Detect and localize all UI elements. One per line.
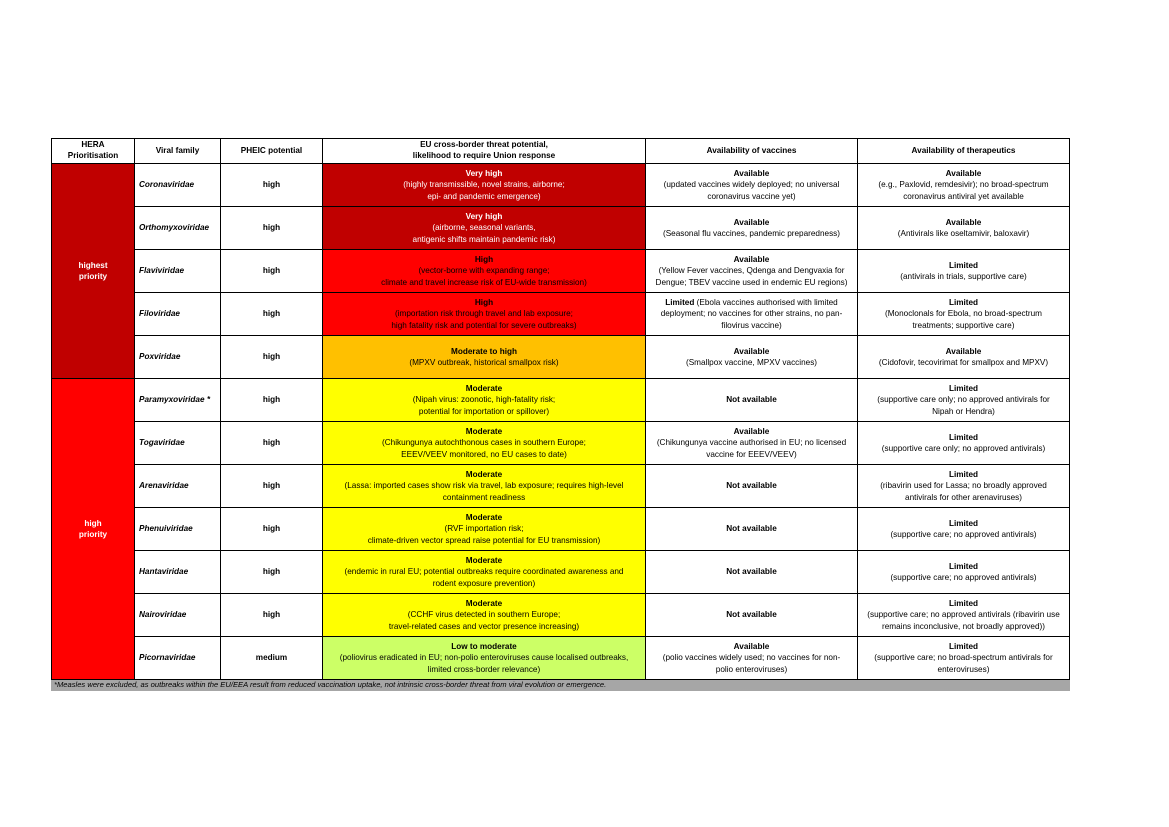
therapeutics-detail: (Monoclonals for Ebola, no broad-spectrum treatments; supportive care) — [884, 309, 1042, 330]
therapeutics-cell — [858, 250, 1070, 293]
therapeutics-detail: (ribavirin used for Lassa; no broadly approved antivirals for other arenaviruses) — [880, 481, 1047, 502]
viral-family: Poxviridae — [135, 336, 221, 379]
vaccine-status: Available — [733, 169, 770, 179]
threat-detail: (highly transmissible, novel strains, airborne; epi- and pandemic emergence) — [403, 180, 565, 201]
threat-detail: (endemic in rural EU; potential outbreaks require coordinated awareness and rodent exposure prevention) — [344, 567, 624, 588]
threat-cell — [323, 207, 646, 250]
pheic-potential: high — [221, 551, 323, 594]
therapeutics-cell — [858, 508, 1070, 551]
vaccine-status: Not available — [726, 567, 777, 577]
threat-detail: (airborne, seasonal variants, antigenic shifts maintain pandemic risk) — [412, 223, 556, 244]
therapeutics-detail: (supportive care; no approved antivirals) — [890, 530, 1037, 539]
therapeutics-cell — [858, 336, 1070, 379]
therapeutics-detail: (supportive care only; no approved antivirals) — [881, 444, 1046, 453]
therapeutics-detail: (Cidofovir, tecovirimat for smallpox and MPXV) — [878, 358, 1049, 367]
vaccine-status: Not available — [726, 481, 777, 491]
threat-level: Moderate — [465, 470, 503, 480]
header-family: Viral family — [135, 139, 221, 164]
therapeutics-detail: (Antivirals like oseltamivir, baloxavir) — [897, 229, 1030, 238]
vaccine-cell — [646, 293, 858, 336]
viral-family: Togaviridae — [135, 422, 221, 465]
threat-level: High — [474, 255, 494, 265]
threat-detail: (Chikungunya autochthonous cases in southern Europe; EEEV/VEEV monitored, no EU cases to date) — [382, 438, 586, 459]
therapeutics-status: Limited — [948, 384, 979, 394]
table-row — [52, 422, 1070, 465]
vaccine-cell — [646, 379, 858, 422]
pheic-potential: high — [221, 207, 323, 250]
threat-detail: (Nipah virus: zoonotic, high-fatality risk; potential for importation or spillover) — [412, 395, 556, 416]
therapeutics-status: Limited — [948, 298, 979, 308]
vaccine-detail: (Chikungunya vaccine authorised in EU; no licensed vaccine for EEEV/VEEV) — [656, 438, 847, 459]
threat-detail: (importation risk through travel and lab exposure; high fatality risk and potential for severe outbreaks) — [391, 309, 577, 330]
table-row — [52, 508, 1070, 551]
pheic-potential: high — [221, 379, 323, 422]
table-row — [52, 250, 1070, 293]
table-row — [52, 164, 1070, 207]
therapeutics-status: Limited — [948, 642, 979, 652]
header-row — [52, 139, 1070, 164]
threat-level: High — [474, 298, 494, 308]
viral-family: Picornaviridae — [135, 637, 221, 680]
threat-cell — [323, 637, 646, 680]
threat-cell — [323, 594, 646, 637]
threat-level: Very high — [465, 212, 503, 222]
therapeutics-cell — [858, 594, 1070, 637]
therapeutics-detail: (supportive care only; no approved antivirals for Nipah or Hendra) — [877, 395, 1050, 416]
therapeutics-cell — [858, 293, 1070, 336]
therapeutics-cell — [858, 164, 1070, 207]
table-row — [52, 379, 1070, 422]
vaccine-detail: (updated vaccines widely deployed; no universal coronavirus vaccine yet) — [663, 180, 840, 201]
header-hera: HERA Prioritisation — [52, 139, 135, 164]
vaccine-cell — [646, 465, 858, 508]
threat-detail: (RVF importation risk; climate-driven vector spread raise potential for EU transmission) — [367, 524, 601, 545]
therapeutics-detail: (supportive care; no approved antivirals) — [890, 573, 1037, 582]
pheic-potential: high — [221, 164, 323, 207]
priority-high: high priority — [52, 379, 135, 680]
header-therapeutics: Availability of therapeutics — [858, 139, 1070, 164]
therapeutics-status: Limited — [948, 432, 979, 442]
therapeutics-status: Available — [945, 169, 982, 179]
vaccine-status: Not available — [726, 395, 777, 405]
therapeutics-status: Limited — [948, 599, 979, 609]
vaccine-status: Not available — [726, 524, 777, 534]
vaccine-cell — [646, 336, 858, 379]
vaccine-cell — [646, 422, 858, 465]
therapeutics-status: Available — [945, 346, 982, 356]
threat-cell — [323, 551, 646, 594]
threat-detail: (poliovirus eradicated in EU; non-polio enteroviruses cause localised outbreaks, limited cross-border relevance) — [339, 653, 629, 674]
viral-family: Paramyxoviridae * — [135, 379, 221, 422]
vaccine-detail: (Seasonal flu vaccines, pandemic preparedness) — [662, 229, 841, 238]
viral-family: Coronaviridae — [135, 164, 221, 207]
threat-detail: (vector-borne with expanding range; climate and travel increase risk of EU-wide transmission) — [381, 266, 587, 287]
viral-family: Hantaviridae — [135, 551, 221, 594]
therapeutics-cell — [858, 465, 1070, 508]
vaccine-status: Available — [733, 346, 770, 356]
therapeutics-detail: (supportive care; no broad-spectrum antivirals for enteroviruses) — [874, 653, 1053, 674]
therapeutics-cell — [858, 551, 1070, 594]
therapeutics-detail: (e.g., Paxlovid, remdesivir); no broad-spectrum coronavirus antiviral yet available — [878, 180, 1049, 201]
vaccine-cell — [646, 594, 858, 637]
threat-level: Moderate — [465, 384, 503, 394]
vaccine-detail: (Ebola vaccines authorised with limited deployment; no vaccines for other strains, no pan- filovirus vaccine) — [660, 298, 843, 330]
vaccine-status: Available — [733, 255, 770, 265]
table-row — [52, 207, 1070, 250]
threat-level: Moderate — [465, 427, 503, 437]
vaccine-cell — [646, 207, 858, 250]
pheic-potential: high — [221, 508, 323, 551]
threat-level: Moderate — [465, 599, 503, 609]
priority-highest: highest priority — [52, 164, 135, 379]
vaccine-cell — [646, 250, 858, 293]
therapeutics-detail: (antivirals in trials, supportive care) — [900, 272, 1027, 281]
vaccine-cell — [646, 508, 858, 551]
threat-cell — [323, 422, 646, 465]
vaccine-cell — [646, 164, 858, 207]
therapeutics-cell — [858, 637, 1070, 680]
header-threat: EU cross-border threat potential, likelihood to require Union response — [323, 139, 646, 164]
therapeutics-cell — [858, 422, 1070, 465]
threat-detail: (MPXV outbreak, historical smallpox risk) — [409, 358, 559, 367]
viral-family: Phenuiviridae — [135, 508, 221, 551]
pheic-potential: high — [221, 594, 323, 637]
pheic-potential: high — [221, 465, 323, 508]
threat-cell — [323, 336, 646, 379]
pheic-potential: high — [221, 422, 323, 465]
therapeutics-detail: (supportive care; no approved antivirals (ribavirin use remains inconclusive, not broadly approved)) — [867, 610, 1060, 631]
viral-family: Orthomyxoviridae — [135, 207, 221, 250]
header-pheic: PHEIC potential — [221, 139, 323, 164]
threat-level: Moderate — [465, 513, 503, 523]
table-row — [52, 594, 1070, 637]
vaccine-cell — [646, 551, 858, 594]
vaccine-status: Available — [733, 427, 770, 437]
threat-level: Moderate — [465, 556, 503, 566]
threat-cell — [323, 164, 646, 207]
table-row — [52, 637, 1070, 680]
viral-family: Nairoviridae — [135, 594, 221, 637]
vaccine-detail: (Yellow Fever vaccines, Qdenga and Dengvaxia for Dengue; TBEV vaccine used in endemic EU regions) — [655, 266, 848, 287]
therapeutics-status: Limited — [948, 561, 979, 571]
threat-level: Low to moderate — [451, 642, 517, 652]
vaccine-detail: (Smallpox vaccine, MPXV vaccines) — [685, 358, 818, 367]
therapeutics-status: Available — [945, 217, 982, 227]
therapeutics-status: Limited — [948, 518, 979, 528]
threat-cell — [323, 465, 646, 508]
footnote: *Measles were excluded, as outbreaks within the EU/EEA result from reduced vaccination uptake, not intrinsic cross-border threat from viral evolution or emergence. — [52, 680, 1070, 691]
vaccine-status: Available — [733, 217, 770, 227]
table-row — [52, 465, 1070, 508]
threat-level: Very high — [465, 169, 503, 179]
viral-family: Filoviridae — [135, 293, 221, 336]
table-row — [52, 293, 1070, 336]
hera-prioritisation-table — [51, 138, 1070, 691]
threat-detail: (CCHF virus detected in southern Europe; travel-related cases and vector presence increasing) — [388, 610, 580, 631]
header-vaccines: Availability of vaccines — [646, 139, 858, 164]
vaccine-status: Limited — [665, 298, 695, 308]
threat-cell — [323, 250, 646, 293]
pheic-potential: high — [221, 336, 323, 379]
pheic-potential: medium — [221, 637, 323, 680]
therapeutics-cell — [858, 379, 1070, 422]
pheic-potential: high — [221, 250, 323, 293]
threat-level: Moderate to high — [451, 346, 517, 356]
vaccine-status: Not available — [726, 610, 777, 620]
threat-cell — [323, 508, 646, 551]
threat-detail: (Lassa: imported cases show risk via travel, lab exposure; requires high-level containment readiness — [344, 481, 624, 502]
viral-family: Flaviviridae — [135, 250, 221, 293]
table-row — [52, 336, 1070, 379]
threat-cell — [323, 293, 646, 336]
viral-family: Arenaviridae — [135, 465, 221, 508]
vaccine-detail: (polio vaccines widely used; no vaccines for non- polio enteroviruses) — [662, 653, 841, 674]
threat-cell — [323, 379, 646, 422]
footnote-row — [52, 680, 1070, 691]
table-row — [52, 551, 1070, 594]
therapeutics-cell — [858, 207, 1070, 250]
vaccine-cell — [646, 637, 858, 680]
therapeutics-status: Limited — [948, 470, 979, 480]
therapeutics-status: Limited — [948, 260, 979, 270]
pheic-potential: high — [221, 293, 323, 336]
vaccine-status: Available — [733, 642, 770, 652]
